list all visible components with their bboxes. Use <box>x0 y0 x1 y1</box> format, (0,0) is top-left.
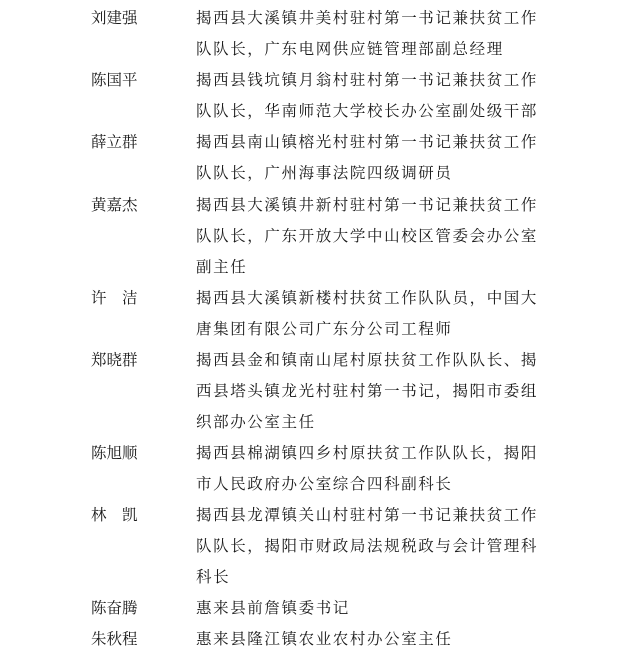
description-line: 揭西县大溪镇井美村驻村第一书记兼扶贫工作 <box>196 9 539 27</box>
person-name: 许 洁 <box>91 289 138 307</box>
person-description <box>196 438 560 500</box>
description-line: 揭西县大溪镇新楼村扶贫工作队队员，中国大 <box>196 289 539 307</box>
person-description <box>196 624 560 655</box>
description-line: 西县塔头镇龙光村驻村第一书记，揭阳市委组 <box>196 382 539 400</box>
person-name: 薛立群 <box>91 133 138 151</box>
description-line: 揭西县南山镇榕光村驻村第一书记兼扶贫工作 <box>196 133 539 151</box>
person-name: 郑晓群 <box>91 351 138 369</box>
description-line: 揭西县棉湖镇四乡村原扶贫工作队队长，揭阳 <box>196 444 539 462</box>
person-name: 黄嘉杰 <box>91 196 138 214</box>
description-line: 队队长，广东开放大学中山校区管委会办公室 <box>196 227 539 245</box>
person-description <box>196 345 560 438</box>
person-description <box>196 127 560 189</box>
description-line: 揭西县钱坑镇月翁村驻村第一书记兼扶贫工作 <box>196 71 539 89</box>
description-line: 惠来县隆江镇农业农村办公室主任 <box>196 630 453 648</box>
person-name: 朱秋程 <box>91 630 138 648</box>
description-line: 队队长，华南师范大学校长办公室副处级干部 <box>196 102 539 120</box>
person-description <box>196 593 560 624</box>
description-line: 队队长，广州海事法院四级调研员 <box>196 164 453 182</box>
description-line: 科长 <box>196 568 231 586</box>
description-line: 揭西县大溪镇井新村驻村第一书记兼扶贫工作 <box>196 196 539 214</box>
description-line: 市人民政府办公室综合四科副科长 <box>196 475 453 493</box>
person-description <box>196 3 560 65</box>
person-description <box>196 65 560 127</box>
description-line: 揭西县龙潭镇关山村驻村第一书记兼扶贫工作 <box>196 506 539 524</box>
description-line: 副主任 <box>196 258 248 276</box>
person-name: 陈奋腾 <box>91 599 138 617</box>
description-line: 织部办公室主任 <box>196 413 316 431</box>
person-description <box>196 190 560 283</box>
person-description <box>196 500 560 593</box>
description-line: 惠来县前詹镇委书记 <box>196 599 350 617</box>
person-name: 林 凯 <box>91 506 138 524</box>
person-name: 刘建强 <box>91 9 138 27</box>
description-line: 唐集团有限公司广东分公司工程师 <box>196 320 453 338</box>
description-line: 队队长，广东电网供应链管理部副总经理 <box>196 40 504 58</box>
person-name: 陈旭顺 <box>91 444 138 462</box>
person-description <box>196 283 560 345</box>
description-line: 揭西县金和镇南山尾村原扶贫工作队队长、揭 <box>196 351 539 369</box>
person-name: 陈国平 <box>91 71 138 89</box>
description-line: 队队长，揭阳市财政局法规税政与会计管理科 <box>196 537 539 555</box>
